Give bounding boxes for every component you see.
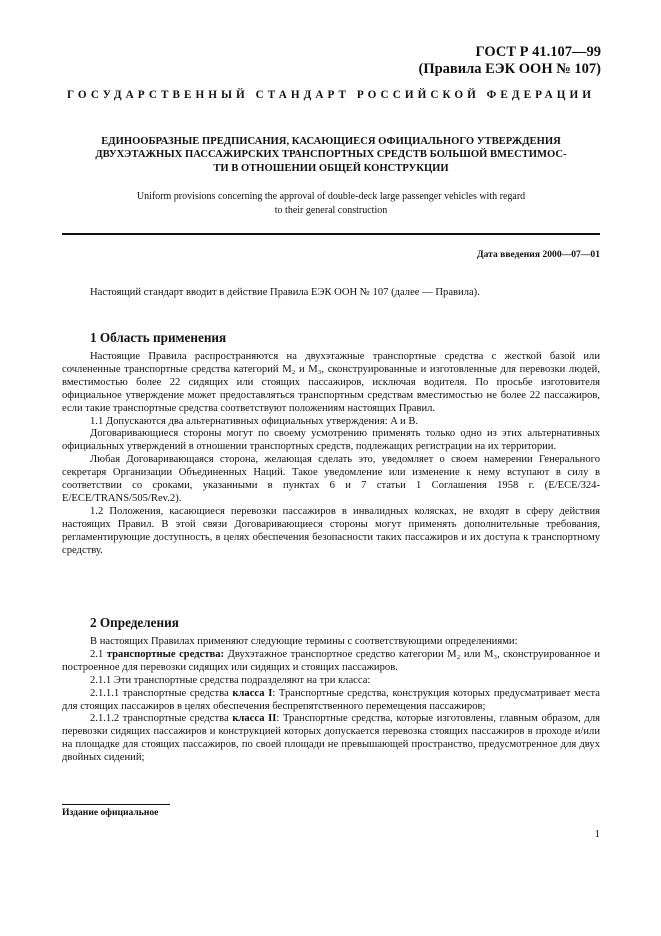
section-2-body xyxy=(62,636,600,765)
intro-paragraph: Настоящий стандарт вводит в действие Правила ЕЭК ООН № 107 (далее — Правила). xyxy=(90,287,480,298)
official-edition-label: Издание официальное xyxy=(62,807,159,818)
definition-class-2 xyxy=(62,713,600,765)
page-number: 1 xyxy=(594,828,600,840)
section-1-paragraph: 1.1 Допускаются два альтернативных официальных утверждения: A и B. xyxy=(90,415,419,427)
document-title-ru xyxy=(62,135,600,175)
term-class-1: класса I xyxy=(232,687,273,699)
introduction-date: Дата введения 2000—07—01 xyxy=(477,249,600,260)
section-1-heading: 1 Область применения xyxy=(90,330,227,345)
definition-vehicles xyxy=(62,649,600,675)
section-1-body xyxy=(62,351,600,558)
footer-divider xyxy=(62,804,170,805)
section-1-paragraph: Любая Договаривающаяся сторона, желающая сделать это, уведомляет о своем намерении Генерального секретаря Организации Объединенных Наций. Такое уведомление или изменение к нему вступают в силу в соответствии со сроками, указанными в пунктах 6 и 7 статьи 1 Соглашения 1958 г. (E/ECE/324-E/ECE/TRANS/505/Rev.2). xyxy=(62,454,600,504)
section-2-paragraph: 2.1.1 Эти транспортные средства подразделяют на три класса: xyxy=(90,674,371,686)
clause-prefix: 2.1.1.1 транспортные средства xyxy=(90,687,229,699)
definition-class-1 xyxy=(62,688,600,714)
title-en-line-2: to their general construction xyxy=(274,205,388,216)
section-1-paragraph: Договаривающиеся стороны могут по своему усмотрению применять только одно из этих альтернативных официальных утверждений в отношении транспортных средств, подлежащих регистрации на их территории. xyxy=(62,428,600,453)
rule-code: (Правила ЕЭК ООН № 107) xyxy=(418,61,601,77)
definition-text: Двухэтажное транспортное средство категории M₂ или M₃, сконструированное и построенное для перевозки сидящих или сидящих и стоящих пассажиров. xyxy=(62,648,600,673)
definition-text: : Транспортные средства, конструкция которых предусматривает места для стоящих пассажиров в целях обеспечения беспрепятственного перемещения пассажиров; xyxy=(62,687,600,712)
term-class-2: класса II xyxy=(232,713,277,725)
title-en-line-1: Uniform provisions concerning the approval of double-deck large passenger vehicles with regard xyxy=(136,191,526,202)
document-title-en xyxy=(62,190,600,218)
clause-number: 2.1 xyxy=(90,648,104,660)
section-1-paragraph: Настоящие Правила распространяются на двухэтажные транспортные средства с жесткой базой или сочлененные транспортные средства категорий M₂ и M₃, сконструированные и изготовленные для перевозки людей, вместимостью более 22 сидящих или стоящих пассажиров, исключая водителя. По просьбе изготовителя официальное утверждение может предоставляться транспортным средствам вместимостью не более 22 пассажиров, если такие транспортные средства соответствуют положениям настоящих Правил. xyxy=(62,351,600,414)
term-vehicles: транспортные средства: xyxy=(106,648,225,660)
section-1-paragraph: 1.2 Положения, касающиеся перевозки пассажиров в инвалидных колясках, не входят в сферу действия настоящих Правил. В этой связи Договаривающиеся стороны могут применять дополнительные требования, регламентирующие доступность, в целях обеспечения безопасности таких пассажиров и их доступа к транспортному средству. xyxy=(62,505,600,556)
standard-code: ГОСТ Р 41.107—99 xyxy=(475,44,601,60)
title-ru-line-2: ДВУХЭТАЖНЫХ ПАССАЖИРСКИХ ТРАНСПОРТНЫХ СРЕДСТВ БОЛЬШОЙ ВМЕСТИМОС- xyxy=(95,149,567,161)
title-ru-line-1: ЕДИНООБРАЗНЫЕ ПРЕДПИСАНИЯ, КАСАЮЩИЕСЯ ОФИЦИАЛЬНОГО УТВЕРЖДЕНИЯ xyxy=(101,136,561,147)
standard-header xyxy=(419,44,602,78)
title-ru-line-3: ТИ В ОТНОШЕНИИ ОБЩЕЙ КОНСТРУКЦИИ xyxy=(213,162,449,174)
section-2-heading: 2 Определения xyxy=(90,615,179,630)
title-divider xyxy=(62,233,600,235)
clause-prefix: 2.1.1.2 транспортные средства xyxy=(90,713,229,725)
section-2-paragraph: В настоящих Правилах применяют следующие термины с соответствующими определениями: xyxy=(90,636,518,647)
state-standard-title: ГОСУДАРСТВЕННЫЙ СТАНДАРТ РОССИЙСКОЙ ФЕДЕРАЦИИ xyxy=(67,89,595,101)
definition-text: : Транспортные средства, которые изготовлены, главным образом, для перевозки сидящих пассажиров и конструкцией которых допускается перевозка стоящих пассажиров в проходе и/или на площадке для стоящих пассажиров, по своей площади не превышающей пространство, предусмотренное для двух двойных сидений; xyxy=(62,713,600,764)
